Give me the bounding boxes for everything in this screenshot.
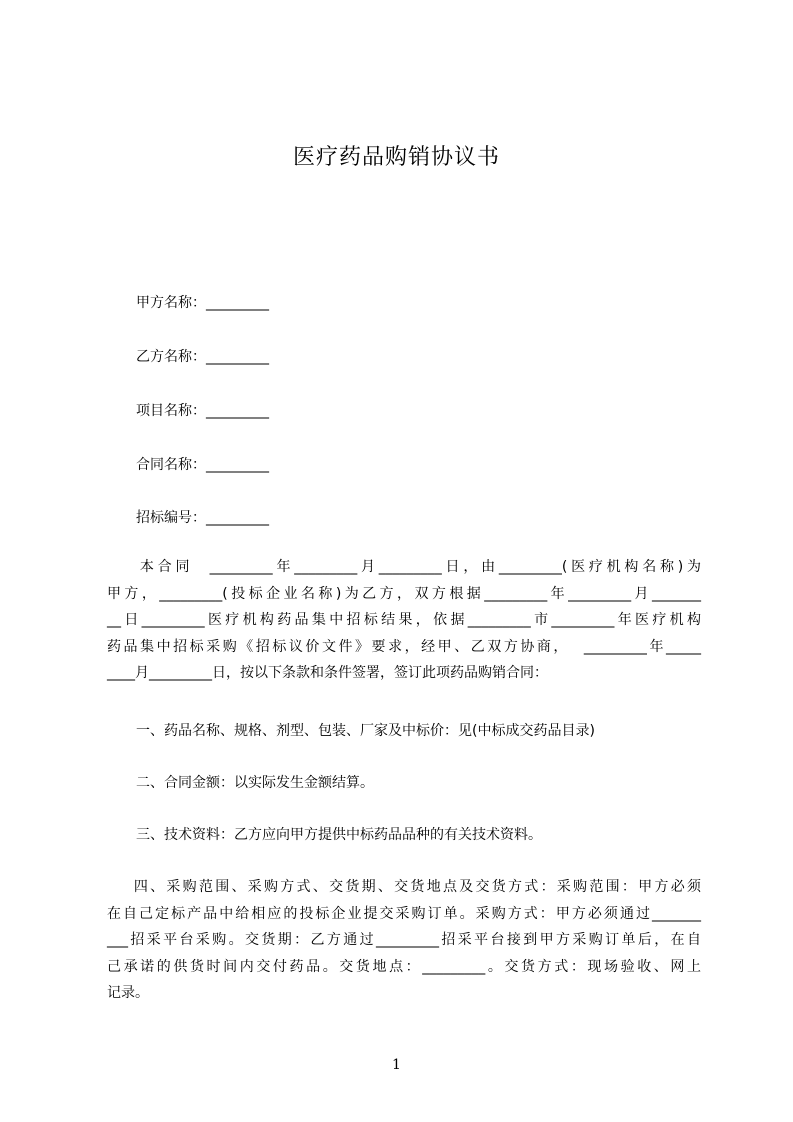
party-b-name-field: 乙方名称：_________ bbox=[136, 349, 269, 365]
intro-line: 药品集中招标采购《招标议价文件》要求，经甲、乙双方协商， _________年_____ bbox=[107, 638, 701, 655]
intro-line: 甲方，_________(投标企业名称)为乙方，双方根据_________年_________月_______ bbox=[107, 585, 701, 602]
intro-line: ____月_________日，按以下条款和条件签署，签订此项药品购销合同： bbox=[107, 665, 548, 681]
intro-line: __日_________医疗机构药品集中招标结果，依据_________市_________年医疗机构 bbox=[107, 612, 701, 628]
party-a-name-field: 甲方名称：_________ bbox=[136, 295, 269, 311]
intro-paragraph bbox=[107, 554, 701, 687]
clause-4-line: 记录。 bbox=[107, 985, 149, 1001]
clause-4-line: 四、采购范围、采购方式、交货期、交货地点及交货方式：采购范围：甲方必须 bbox=[107, 879, 701, 895]
clause-4-line: 在自己定标产品中给相应的投标企业提交采购订单。采购方式：甲方必须通过_______ bbox=[107, 905, 701, 922]
bid-number-field: 招标编号：_________ bbox=[136, 510, 269, 526]
document-title: 医疗药品购销协议书 bbox=[292, 145, 500, 170]
project-name-field: 项目名称：_________ bbox=[136, 403, 269, 419]
clause-4-line: 己承诺的供货时间内交付药品。交货地点：_________。交货方式：现场验收、网上 bbox=[107, 958, 701, 975]
page-number: 1 bbox=[392, 1057, 401, 1073]
clause-4-line: ___招采平台采购。交货期：乙方通过_________招采平台接到甲方采购订单后，在自 bbox=[107, 932, 701, 948]
intro-line: 本合同 _________年_________月_________日，由_________(医疗机构名称)为 bbox=[107, 559, 701, 575]
contract-name-field: 合同名称：_________ bbox=[136, 457, 269, 473]
clause-2: 二、合同金额：以实际发生金额结算。 bbox=[136, 775, 374, 791]
clause-4-paragraph bbox=[107, 874, 701, 1007]
clause-3: 三、技术资料：乙方应向甲方提供中标药品品种的有关技术资料。 bbox=[136, 827, 542, 843]
clause-1: 一、药品名称、规格、剂型、包装、厂家及中标价：见(中标成交药品目录) bbox=[136, 723, 595, 739]
